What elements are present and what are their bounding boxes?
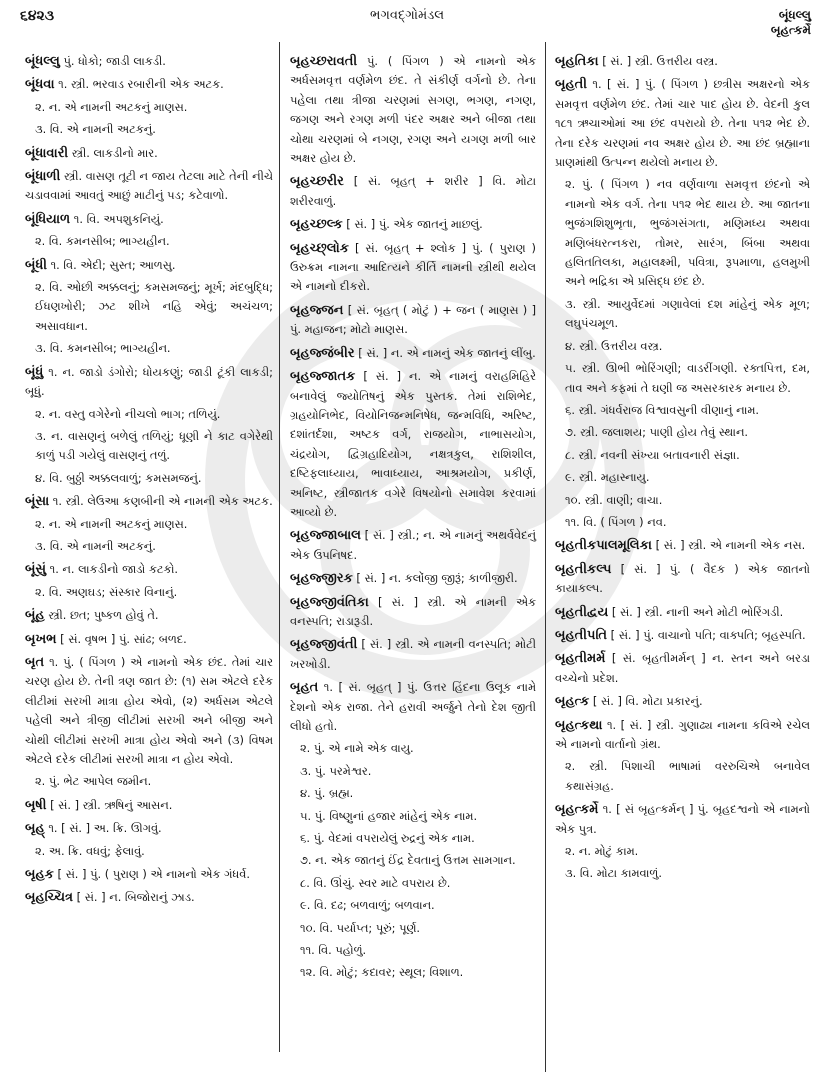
headword: બૂંસું xyxy=(25,562,46,578)
definition-text: સ્ત્રી. વાસણ તૂટી ન જાય તેટલા માટે તેની નીચે ચડાવવામાં આવતું આછું માટીનું પડ; કટેવાળો. xyxy=(25,169,273,203)
entry-definition xyxy=(290,367,536,522)
dictionary-entry xyxy=(25,492,273,556)
headword: બૃહતીકલ્પ xyxy=(555,561,612,577)
entry-sense: ૧૧. વિ. પહોળું. xyxy=(300,943,367,958)
headword: બૂંધાવારી xyxy=(25,145,69,161)
headword: બૃહત્કથા xyxy=(555,717,603,733)
definition-text: ૧. [ સં. બૃહત્ ] પું. ઉત્તર હિંદના ઉલૂક નામે દેશનો એક રાજા. તેને હરાવી અર્જુને તેનો દેશ જીતી લીધો હતો. xyxy=(290,680,536,733)
definition-text: [ સં. ] પું. ( પુરાણ ) એ નામનો એક ગંધર્વ. xyxy=(57,867,250,882)
entry-sense: ૬. પું. વેદમાં વપરાયેલું રુદ્રનું એક નામ. xyxy=(300,831,475,846)
entry-definition xyxy=(290,635,536,674)
entry-definition xyxy=(25,144,273,163)
dictionary-entry xyxy=(25,653,273,792)
headword: બૃહતીદ્વય xyxy=(555,604,609,620)
dictionary-entry xyxy=(290,635,536,674)
entry-definition xyxy=(290,526,536,565)
headword: બૃહતી xyxy=(555,77,588,93)
entry-definition xyxy=(290,172,536,211)
entry-definition xyxy=(25,888,273,907)
headword: બૃહજ્જન xyxy=(290,302,344,318)
definition-text: [ સં. ] સ્ત્રી.; ન. એ નામનું અથર્વવેદનું એક ઉપનિષદ. xyxy=(290,528,536,562)
headword: બૃહચ્છ્લોક xyxy=(290,240,349,256)
headword: બૃહત્ક xyxy=(555,694,590,710)
definition-text: [ સં. ] સ્ત્રી. એ નામની વનસ્પતિ; મોટી ખરખોડી. xyxy=(290,637,536,671)
column-3 xyxy=(555,52,810,888)
entry-definition xyxy=(25,630,273,649)
dictionary-entry xyxy=(290,678,536,983)
entry-definition xyxy=(290,678,536,736)
dictionary-entry xyxy=(555,800,810,884)
entry-sense: ૧૦. વિ. પર્યાપ્ત; પૂરું; પૂર્ણ. xyxy=(300,920,421,935)
definition-text: ૧. સ્ત્રી. લેઉઆ કણબીની એ નામની એક અટક. xyxy=(52,494,273,509)
headword: બૃહતિકા xyxy=(555,54,599,69)
definition-text: [ સં. બૃહતીમર્મન્ ] ન. સ્તન અને બરડા વચ્ચેનો પ્રદેશ. xyxy=(555,651,810,685)
definition-text: [ સં. ] સ્ત્રી. ઉત્તરીય વસ્ત્ર. xyxy=(602,54,718,68)
entry-definition xyxy=(25,210,273,229)
entry-sense: ૪. પું. બ્રહ્મ. xyxy=(300,786,354,801)
headword: બૃહજ્જીરક xyxy=(290,571,353,587)
headword: બૃષી xyxy=(25,797,47,813)
entry-definition xyxy=(555,75,810,172)
dictionary-entry xyxy=(290,239,536,297)
entry-sense: ૯. સ્ત્રી. મહાસ્નાયુ. xyxy=(565,470,650,485)
entry-definition xyxy=(290,239,536,297)
headword: બૃહતીમર્મ xyxy=(555,651,606,667)
dictionary-entry xyxy=(25,144,273,163)
entry-sense: ૫. સ્ત્રી. ઊભી ભોરિંગણી; વાડરીંગણી. રક્તપિત્ત, દમ, તાવ અને કફમાં તે ઘણી જ અસરકારક મનાય છે. xyxy=(565,361,810,395)
headword: બૃત xyxy=(25,654,45,670)
entry-definition xyxy=(25,796,273,815)
entry-sense: ૨. સ્ત્રી. પિશાચી ભાષામાં વરરુચિએ બનાવેલ કથાસંગ્રહ. xyxy=(565,759,810,793)
headword: બૂંધાળી xyxy=(25,169,61,185)
entry-sense: ૪. સ્ત્રી. ઉત્તરીય વસ્ત્ર. xyxy=(565,338,663,353)
dictionary-entry xyxy=(290,301,536,340)
headword: બૃહત્કર્મે xyxy=(555,802,599,818)
definition-text: [ સં. ] સ્ત્રી. નાની અને મોટી ભોરિંગડી. xyxy=(611,604,784,619)
dictionary-entry xyxy=(290,593,536,632)
book-title: ભગવદ્ગોમંડલ xyxy=(370,8,445,23)
headword: બૃહચ્છલ્ક xyxy=(290,217,343,233)
definition-text: [ સં. ] ન. એ નામનું વરાહમિહિરે બનાવેલું જ્યોતિષનું એક પુસ્તક. તેમાં રાશિભેદ, ગ્રહયોનિભેદ, વિયોનિજન્મનિષેધ, જન્મવિધિ, અરિષ્ટ, દશાંતર્દશા, અષ્ટક વર્ગ, રાજયોગ, નાભાસયોગ, ચંદ્રયોગ, દ્વિગ્રહાદિયોગ, નક્ષત્રકુલ, રાશિશીલ, દષ્ટિફલાધ્યાય, ભાવાધ્યાય, આશ્રમયોગ, પ્રકીર્ણ, અનિષ્ટ, સ્ત્રીજાતક વગેરે વિષયોનો સમાવેશ કરવામાં આવ્યો છે. xyxy=(290,369,536,519)
entry-sense: ૮. વિ. ઊંચું. સ્વર માટે વપરાય છે. xyxy=(300,875,451,890)
entry-definition xyxy=(555,626,810,645)
headword: બૃહજ્જીવંતિકા xyxy=(290,594,369,610)
entry-definition xyxy=(555,603,810,622)
headword: બૂંધી xyxy=(25,257,47,273)
entry-sense: ૩. વિ. મોટા કામવાળું. xyxy=(565,866,662,881)
headword: બૃખભ xyxy=(25,631,57,647)
column-2 xyxy=(290,52,536,987)
definition-text: પું. ( પિંગળ ) એ નામનો એક અર્ધસમવૃત્ત વર્ણમેળ છંદ. તે સંકીર્ણ વર્ગનો છે. તેના પહેલા તથા ત્રીજા ચરણમાં સગણ, ભગણ, નગણ, જગણ અને રગણ મળી પંદર અક્ષર અને બીજા તથા ચોથા ચરણમાં બે નગણ, રગણ અને યગણ મળી બાર અક્ષર હોય છે. xyxy=(290,54,536,166)
page-number: ૬૪૨૩ xyxy=(20,8,55,24)
entry-sense: ૨. વિ. કમનસીબ; ભાગ્યહીન. xyxy=(35,234,170,249)
entry-sense: ૨. વિ. અણઘડ; સંસ્કાર વિનાનું. xyxy=(35,584,178,599)
entry-sense: ૨. અ. ક્રિ. વધવું; ફેલાવું. xyxy=(35,843,145,858)
headword: બૃહચ્છરીર xyxy=(290,174,344,190)
headword: બૃહચ્છરાવતી xyxy=(290,54,358,69)
dictionary-entry xyxy=(25,888,273,907)
definition-text: [ સં. ] સ્ત્રી. એ નામની એક વનસ્પતિ; રાડારૂડી. xyxy=(290,594,536,628)
entry-sense: ૨. પું. એ નામે એક વાયુ. xyxy=(300,741,414,756)
headword: બૂંધલ્લુ xyxy=(25,54,60,69)
dictionary-entry xyxy=(290,344,536,363)
entry-definition xyxy=(555,716,810,755)
dictionary-entry xyxy=(555,536,810,555)
entry-definition xyxy=(25,167,273,206)
entry-sense: ૨. વિ. ઓછી અક્કલનું; કમસમજનું; મૂર્ખ; મંદબુદ્ધિ; ઈધણખોરી; ઝટ શીખે નહિ એવું; અચંચળ; અસાવધાન. xyxy=(35,280,273,333)
headword: બૂંધું xyxy=(25,364,44,380)
definition-text: ૧. [ સં. ] અ. ક્રિ. ઊગવું. xyxy=(48,821,162,836)
definition-text: પું. ધોકો; જાડી લાકડી. xyxy=(63,54,166,68)
entry-sense: ૨. પું. ( પિંગળ ) નવ વર્ણવાળા સમવૃત્ત છંદનો એ નામનો એક વર્ગ. તેના ૫૧૨ ભેદ થાય છે. આ જાતના ભુજંગશિશુભૃતા, ભુજંગસંગતા, મણિમધ્ય અથવા મણિબંધરત્નકરા, તોમર, સારંગ, બિંબા અથવા હલિતતિલકા, મહાલક્ષ્મી, પવિત્રા, રૂપમાળા, હલમુખી અને ભદ્રિકા એ પ્રસિદ્ધ છંદ છે. xyxy=(565,177,810,289)
entry-definition xyxy=(25,653,273,769)
definition-text: સ્ત્રી. છત; પુષ્કળ હોવું તે. xyxy=(48,608,159,623)
definition-text: [ સં. ] ન. બિજોરાનું ઝાડ. xyxy=(76,890,195,905)
definition-text: [ સં. ] પું. ( વૈદક ) એક જાતનો કાયાકલ્પ. xyxy=(555,561,811,596)
definition-text: [ સં. ] પું. વાચાનો પતિ; વાક્પતિ; બૃહસ્પતિ. xyxy=(610,627,806,642)
definition-text: [ સં. બૃહત્ + શ્લોક ] પું. ( પુરાણ ) ઉરુક્રમ નામના આદિત્યને કીર્તિ નામની સ્ત્રીથી થયેલ એ નામનો દીકરો. xyxy=(290,240,536,294)
entry-sense: ૫. પું. વિષ્ણુનાં હજાર માંહેનું એક નામ. xyxy=(300,808,478,823)
entry-definition xyxy=(25,819,273,838)
entry-sense: ૯. વિ. દઢ; બળવાળું; બળવાન. xyxy=(300,898,435,913)
headword: બૃહક xyxy=(25,867,54,883)
definition-text: ૧. ન. જાડો ડંગોરો; ધોયકણું; જાડી ટૂંકી લાકડી; બૂધું. xyxy=(25,364,273,399)
headword: બૂંધિયાળ xyxy=(25,211,71,227)
dictionary-entry xyxy=(555,560,810,599)
headword: બૃહજ્જાતક xyxy=(290,369,356,385)
entry-sense: ૩. વિ. એ નામની અટકનું. xyxy=(35,122,156,137)
entry-definition xyxy=(290,301,536,340)
definition-text: ૧. [ સં. ] પું. ( પિંગળ ) છત્રીસ અક્ષરનો એક સમવૃત્ત વર્ણમેળ છંદ. તેમાં ચાર પાદ હોય છે. વેદની કુલ ૧૮૧ ઋચાઓમાં આ છંદ વપરાયો છે. તેના ૫૧૨ ભેદ છે. તેના દરેક ચરણમાં નવ અક્ષર હોય છે. આ છંદ બ્રહ્માના પ્રાણમાંથી ઉત્પન્ન થયેલો મનાય છે. xyxy=(555,77,810,170)
headword: બૃહજ્જીવંતી xyxy=(290,637,358,653)
entry-definition xyxy=(25,363,273,402)
dictionary-entry xyxy=(290,526,536,565)
entry-definition xyxy=(555,800,810,839)
dictionary-entry xyxy=(25,630,273,649)
entry-sense: ૭. ન. એક જાતનું ઈંદ્ર દેવતાનું ઉત્તમ સામગાન. xyxy=(300,853,516,868)
dictionary-entry xyxy=(555,692,810,711)
column-1 xyxy=(25,52,273,912)
dictionary-entry xyxy=(290,52,536,168)
entry-definition xyxy=(25,492,273,511)
entry-sense: ૬. સ્ત્રી. ગંધર્વરાજ વિશ્વાવસુની વીણાનું નામ. xyxy=(565,402,760,417)
dictionary-entry xyxy=(25,210,273,252)
headword: બૃહ્ xyxy=(25,821,45,837)
dictionary-entry xyxy=(25,819,273,861)
entry-definition xyxy=(290,215,536,234)
entry-definition xyxy=(555,52,810,71)
definition-text: [ સં. ] ન. એ નામનું એક જાતનું લીંબુ. xyxy=(358,345,536,360)
guide-word-first: બૂંધલ્લુ xyxy=(778,8,811,22)
headword: બૃહતીપતિ xyxy=(555,627,608,643)
entry-definition xyxy=(25,256,273,275)
column-divider xyxy=(279,42,280,1052)
entry-sense: ૧૨. વિ. મોટું; કદાવર; સ્થૂલ; વિશાળ. xyxy=(300,965,464,980)
entry-sense: ૨. ન. એ નામની અટકનું માણસ. xyxy=(35,99,188,114)
entry-definition xyxy=(25,52,273,71)
headword: બૂંધવા xyxy=(25,77,55,93)
entry-sense: ૩. વિ. એ નામની અટકનું. xyxy=(35,538,156,553)
dictionary-entry xyxy=(555,626,810,645)
entry-definition xyxy=(25,865,273,884)
dictionary-entry xyxy=(25,167,273,206)
dictionary-entry xyxy=(25,75,273,139)
entry-definition xyxy=(555,536,810,555)
entry-sense: ૩. ન. વાસણનું બળેલું તળિયું; ધૂણી ને કાટ વગેરેથી કાળું પડી ગયેલું વાસણનું તળું. xyxy=(35,428,273,463)
definition-text: ૧. [ સં બૃહત્કર્મન્ ] પું. બૃહદશ્વનો એ નામનો એક પુત્ર. xyxy=(555,802,810,836)
entry-sense: ૧૧. વિ. ( પિંગળ ) નવ. xyxy=(565,514,667,529)
entry-sense: ૩. વિ. કમનસીબ; ભાગ્યહીન. xyxy=(35,341,171,356)
guide-word-last: બૃહત્કર્મે xyxy=(770,23,811,37)
definition-text: [ સં. બૃહત્ ( મોટું ) + જન ( માણસ ) ] પું. મહાજન; મોટો માણસ. xyxy=(290,302,537,337)
dictionary-entry xyxy=(290,172,536,211)
dictionary-entry xyxy=(290,569,536,588)
entry-definition xyxy=(290,593,536,632)
entry-definition xyxy=(290,52,536,168)
guide-words xyxy=(771,8,811,38)
entry-sense: ૮. સ્ત્રી. નવની સંખ્યા બતાવનારી સંજ્ઞા. xyxy=(565,447,740,462)
definition-text: ૧. વિ. અપશુકનિયું. xyxy=(73,211,164,226)
dictionary-entry xyxy=(25,363,273,488)
entry-definition xyxy=(290,569,536,588)
definition-text: [ સં. ] પું. એક જાતનું માછલું. xyxy=(346,217,483,232)
definition-text: [ સં. ] વિ. મોટા પ્રકારનું. xyxy=(592,694,703,709)
dictionary-entry xyxy=(555,52,810,71)
headword: બૃહજ્જાબાલ xyxy=(290,528,361,544)
definition-text: [ સં. ] ન. કલોંજી જીરૂં; કાળીજીરી. xyxy=(356,571,518,586)
dictionary-entry xyxy=(25,256,273,359)
dictionary-entry xyxy=(25,52,273,71)
definition-text: સ્ત્રી. લાકડીનો માર. xyxy=(71,145,158,160)
dictionary-entry xyxy=(555,603,810,622)
entry-definition xyxy=(555,560,810,599)
definition-text: [ સં. વૃષભ ] પું. સાંઢ; બળદ. xyxy=(60,631,187,646)
dictionary-entry xyxy=(25,606,273,625)
dictionary-entry xyxy=(555,716,810,797)
entry-sense: ૨. પું. ભેટ આપેલ જમીન. xyxy=(35,774,152,789)
column-divider xyxy=(545,42,546,1072)
dictionary-entry xyxy=(290,215,536,234)
entry-sense: ૧૦. સ્ત્રી. વાણી; વાચા. xyxy=(565,492,663,507)
entry-sense: ૭. સ્ત્રી. જલાશય; પાણી હોય તેવું સ્થાન. xyxy=(565,425,749,440)
headword: બૂંહ xyxy=(25,608,45,624)
dictionary-entry xyxy=(25,796,273,815)
definition-text: ૧. [ સં. ] સ્ત્રી. ગુણાઢ્ય નામના કવિએ રચેલ એ નામનો વાર્તાનો ગ્રંથ. xyxy=(555,717,810,751)
headword: બૃહત xyxy=(290,680,319,696)
dictionary-entry xyxy=(555,649,810,688)
entry-sense: ૪. વિ. બુઠ્ઠી અક્કલવાળું; કમસમજનું. xyxy=(35,470,202,485)
dictionary-entry xyxy=(25,560,273,602)
dictionary-entry xyxy=(25,865,273,884)
definition-text: ૧. પું. ( પિંગળ ) એ નામનો એક છંદ. તેમાં ચાર ચરણ હોય છે. તેની ત્રણ જાત છે: (૧) સમ એટલે દરેક લીટીમાં સરખી માત્રા હોય એવો, (૨) અર્ધસમ એટલે પહેલી અને ત્રીજી લીટીમાં સરખી અને બીજી અને ચોથી લીટીમાં સરખી માત્રા હોય એવો અને (૩) વિષમ એટલે દરેક લીટીમાં સરખી માત્રા ન હોય એવો. xyxy=(25,654,273,766)
entry-sense: ૨. ન. વસ્તુ વગેરેનો નીચલો ભાગ; તળિયું. xyxy=(35,406,221,421)
dictionary-entry xyxy=(555,75,810,532)
entry-definition xyxy=(555,649,810,688)
dictionary-entry xyxy=(290,367,536,522)
entry-sense: ૩. પું. પરમેશ્વર. xyxy=(300,763,372,778)
entry-definition xyxy=(555,692,810,711)
definition-text: [ સં. ] સ્ત્રી. ઋષિનું આસન. xyxy=(50,797,173,812)
definition-text: [ સં. ] સ્ત્રી. એ નામની એક નસ. xyxy=(655,538,806,553)
definition-text: ૧. સ્ત્રી. ભરવાડ રબારીની એક અટક. xyxy=(58,77,224,92)
definition-text: [ સં. બૃહત્ + શરીર ] વિ. મોટા શરીરવાળું. xyxy=(290,174,537,208)
entry-definition xyxy=(290,344,536,363)
entry-sense: ૨. ન. મોટું કામ. xyxy=(565,844,639,859)
entry-definition xyxy=(25,560,273,579)
entry-definition xyxy=(25,606,273,625)
headword: બૃહતીકપાલમૂલિકા xyxy=(555,538,652,554)
headword: બૃહજ્જંબીર xyxy=(290,345,355,361)
entry-sense: ૨. ન. એ નામની અટકનું માણસ. xyxy=(35,516,188,531)
headword: બૂંસા xyxy=(25,494,50,510)
entry-sense: ૩. સ્ત્રી. આયુર્વેદમાં ગણાવેલાં દશ માંહેનું એક મૂળ; લઘુપંચમૂળ. xyxy=(565,296,810,331)
definition-text: ૧. વિ. એદી; સુસ્ત; આળસુ. xyxy=(50,257,176,272)
headword: બૃહચ્ચિત્ર xyxy=(25,890,73,906)
entry-definition xyxy=(25,75,273,94)
definition-text: ૧. ન. લાકડીનો જાડો કટકો. xyxy=(49,562,179,577)
